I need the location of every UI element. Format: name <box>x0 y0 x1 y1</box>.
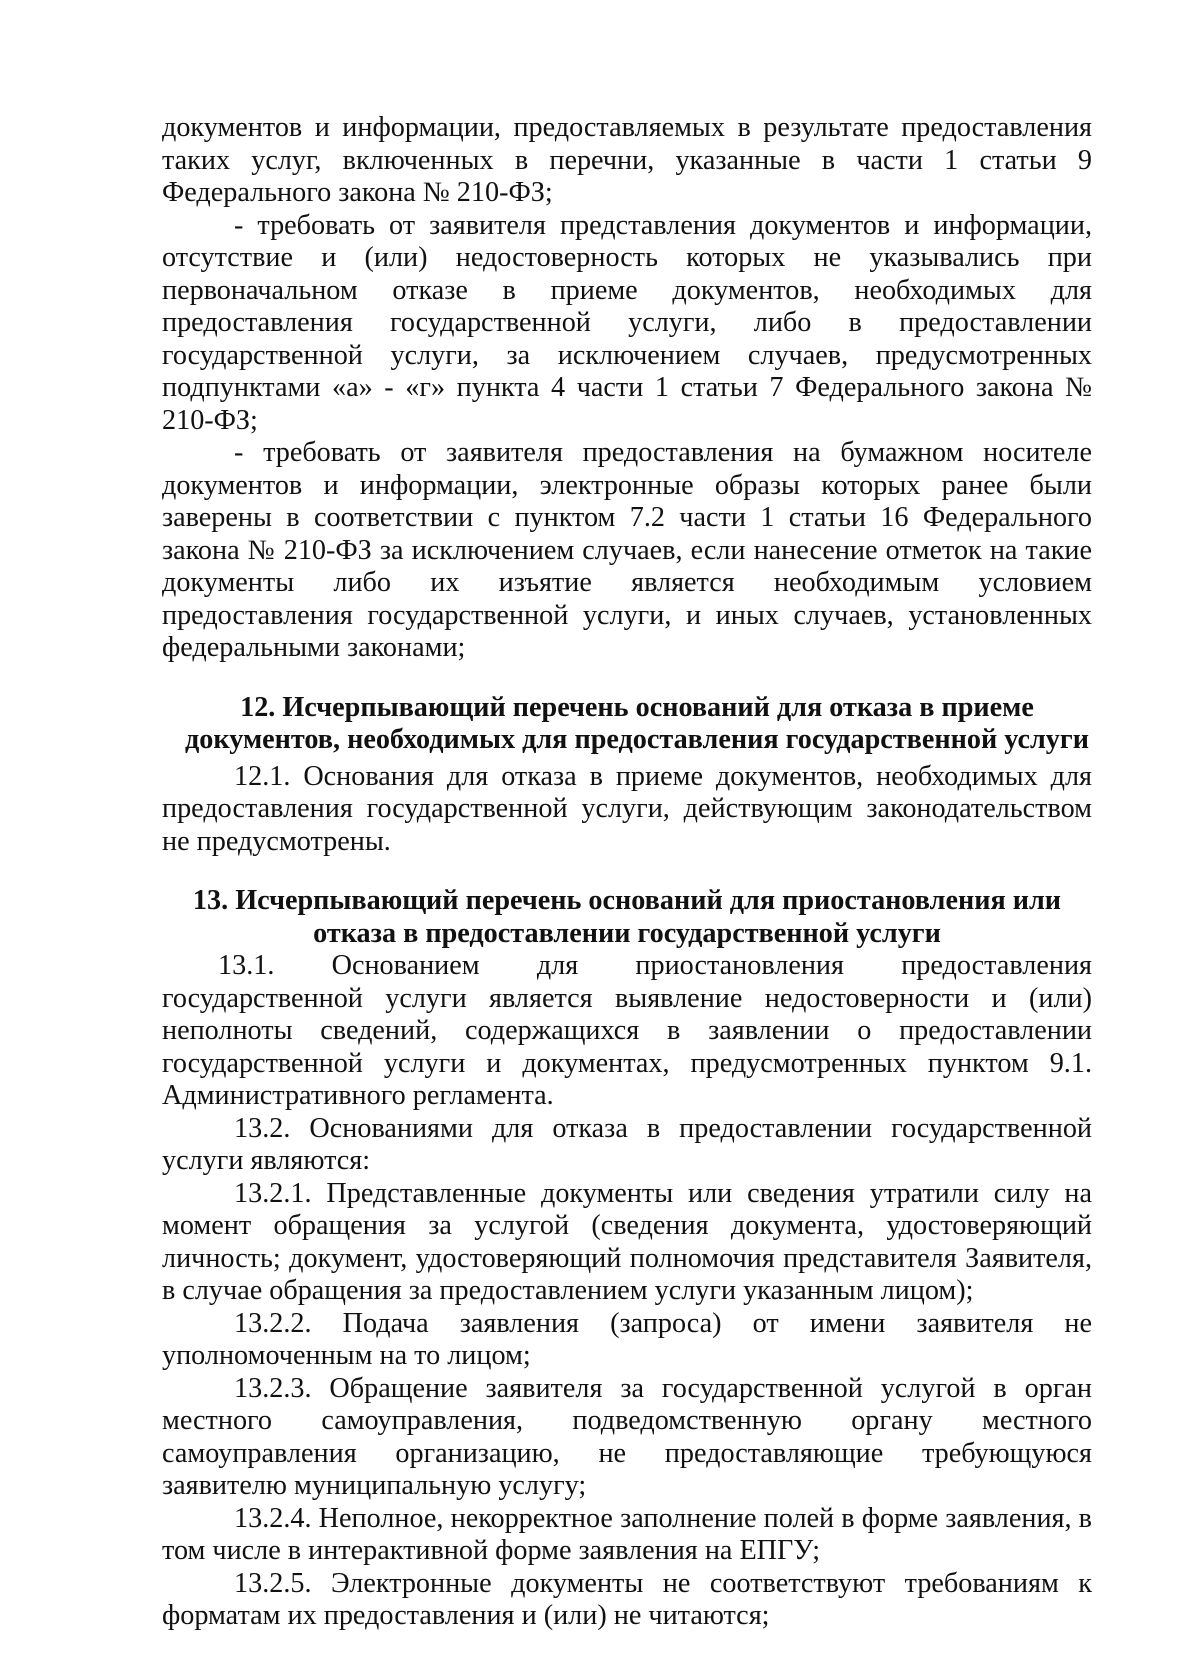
paragraph-requirement-2: - требовать от заявителя предоставления на бумажном носителе документов и информации, электронные образы которых ранее были заверены в соответствии с пунктом 7.2 части 1 статьи 16 Федерального закона № 210-ФЗ за исключением случаев, если нанесение отметок на такие документы либо их изъятие является необходимым условием предоставления государственной услуги, и иных случаев, установленных федеральными законами; <box>162 437 1092 663</box>
section-13-heading-line1: 13. Исчерпывающий перечень оснований для приостановления или <box>192 885 1062 916</box>
paragraph-requirement-1: - требовать от заявителя представления документов и информации, отсутствие и (или) недостоверность которых не указывались при первоначальном отказе в приеме документов, необходимых для предоставления государственной услуги, либо в предоставлении государственной услуги, за исключением случаев, предусмотренных подпунктами «а» - «г» пункта 4 части 1 статьи 7 Федерального закона № 210-ФЗ; <box>162 209 1092 436</box>
section-12-heading <box>162 692 1092 757</box>
section-13-heading-line2: отказа в предоставлении государственной услуги <box>313 917 941 949</box>
paragraph-13-2-2: 13.2.2. Подача заявления (запроса) от имени заявителя не уполномоченным на то лицом; <box>162 1307 1092 1371</box>
section-13-heading <box>162 885 1092 950</box>
paragraph-13-2-3: 13.2.3. Обращение заявителя за государственной услугой в орган местного самоуправления, подведомственную органу местного самоуправления организацию, не предоставляющие требующуюся заявителю муниципальную услугу; <box>162 1372 1092 1501</box>
paragraph-13-1: 13.1. Основанием для приостановления предоставления государственной услуги является выявление недостоверности и (или) неполноты сведений, содержащихся в заявлении о предоставлении государственной услуги и документах, предусмотренных пунктом 9.1. Административного регламента. <box>162 950 1092 1111</box>
section-12-heading-line2: документов, необходимых для предоставления государственной услуги <box>185 724 1089 755</box>
paragraph-13-2-1: 13.2.1. Представленные документы или сведения утратили силу на момент обращения за услугой (сведения документа, удостоверяющий личность; документ, удостоверяющий полномочия представителя Заявителя, в случае обращения за предоставлением услуги указанным лицом); <box>162 1177 1092 1306</box>
paragraph-12-1: 12.1. Основания для отказа в приеме документов, необходимых для предоставления государственной услуги, действующим законодательством не предусмотрены. <box>162 760 1092 857</box>
section-12-heading-line1: 12. Исчерпывающий перечень оснований для отказа в приеме <box>240 691 1034 723</box>
paragraph-13-2-5: 13.2.5. Электронные документы не соответствуют требованиям к форматам их предоставления и (или) не читаются; <box>162 1567 1092 1631</box>
paragraph-13-2-4: 13.2.4. Неполное, некорректное заполнение полей в форме заявления, в том числе в интерактивной форме заявления на ЕПГУ; <box>162 1502 1092 1566</box>
paragraph-continuation: документов и информации, предоставляемых в результате предоставления таких услуг, включенных в перечни, указанные в части 1 статьи 9 Федерального закона № 210-ФЗ; <box>162 112 1092 208</box>
document-page <box>162 112 1092 1633</box>
paragraph-13-2: 13.2. Основаниями для отказа в предоставлении государственной услуги являются: <box>162 1112 1092 1176</box>
